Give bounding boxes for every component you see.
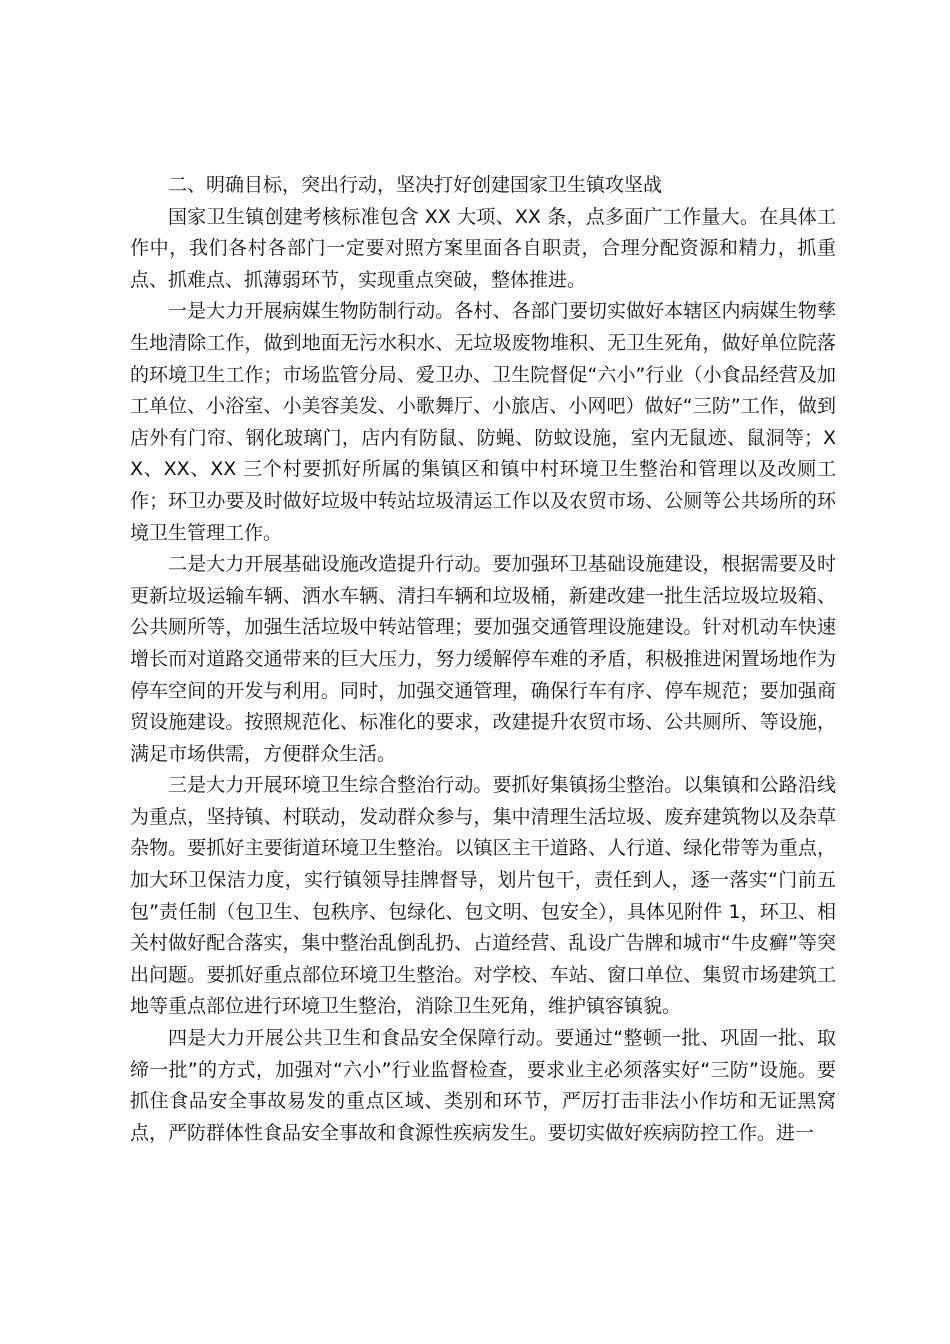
paragraph-item-3: 三是大力开展环境卫生综合整治行动。要抓好集镇扬尘整治。以集镇和公路沿线为重点，坚持镇、村联动，发动群众参与，集中清理生活垃圾、废弃建筑物以及杂草杂物。要抓好主要街道环境卫生整治。以镇区主干道路、人行道、绿化带等为重点，加大环卫保洁力度，实行镇领导挂牌督导，划片包干，责任到人，逐一落实“门前五包”责任制（包卫生、包秩序、包绿化、包文明、包安全），具体见附件 1，环卫、相关村做好配合落实，集中整治乱倒乱扔、占道经营、乱设广告牌和城市“牛皮癣”等突出问题。要抓好重点部位环境卫生整治。对学校、车站、窗口单位、集贸市场建筑工地等重点部位进行环境卫生整治，消除卫生死角，维护镇容镇貌。 xyxy=(130,774,836,1018)
paragraph-item-1: 一是大力开展病媒生物防制行动。各村、各部门要切实做好本辖区内病媒生物孳生地清除工作，做到地面无污水积水、无垃圾废物堆积、无卫生死角，做好单位院落的环境卫生工作；市场监管分局、爱卫办、卫生院督促“六小”行业（小食品经营及加工单位、小浴室、小美容美发、小歌舞厅、小旅店、小网吧）做好“三防”工作，做到店外有门帘、钢化玻璃门，店内有防鼠、防蝇、防蚊设施，室内无鼠迹、鼠洞等；XX、XX、XX 三个村要抓好所属的集镇区和镇中村环境卫生整治和管理以及改厕工作；环卫办要及时做好垃圾中转站垃圾清运工作以及农贸市场、公厕等公共场所的环境卫生管理工作。 xyxy=(130,300,836,544)
document-body xyxy=(130,170,836,1149)
paragraph-item-4: 四是大力开展公共卫生和食品安全保障行动。要通过“整顿一批、巩固一批、取缔一批”的方式，加强对“六小”行业监督检查，要求业主必须落实好“三防”设施。要抓住食品安全事故易发的重点区域、类别和环节，严厉打击非法小作坊和无证黑窝点，严防群体性食品安全事故和食源性疾病发生。要切实做好疾病防控工作。进一 xyxy=(130,1027,836,1144)
section-heading: 二、明确目标，突出行动，坚决打好创建国家卫生镇攻坚战 xyxy=(168,174,663,196)
paragraph-intro: 国家卫生镇创建考核标准包含 XX 大项、XX 条，点多面广工作量大。在具体工作中，我们各村各部门一定要对照方案里面各自职责，合理分配资源和精力，抓重点、抓难点、抓薄弱环节，实现重点突破，整体推进。 xyxy=(130,205,836,291)
paragraph-item-2: 二是大力开展基础设施改造提升行动。要加强环卫基础设施建设，根据需要及时更新垃圾运输车辆、洒水车辆、清扫车辆和垃圾桶，新建改建一批生活垃圾垃圾箱、公共厕所等，加强生活垃圾中转站管理；要加强交通管理设施建设。针对机动车快速增长而对道路交通带来的巨大压力，努力缓解停车难的矛盾，积极推进闲置场地作为停车空间的开发与利用。同时，加强交通管理，确保行车有序、停车规范；要加强商贸设施建设。按照规范化、标准化的要求，改建提升农贸市场、公共厕所、等设施，满足市场供需，方便群众生活。 xyxy=(130,553,836,765)
